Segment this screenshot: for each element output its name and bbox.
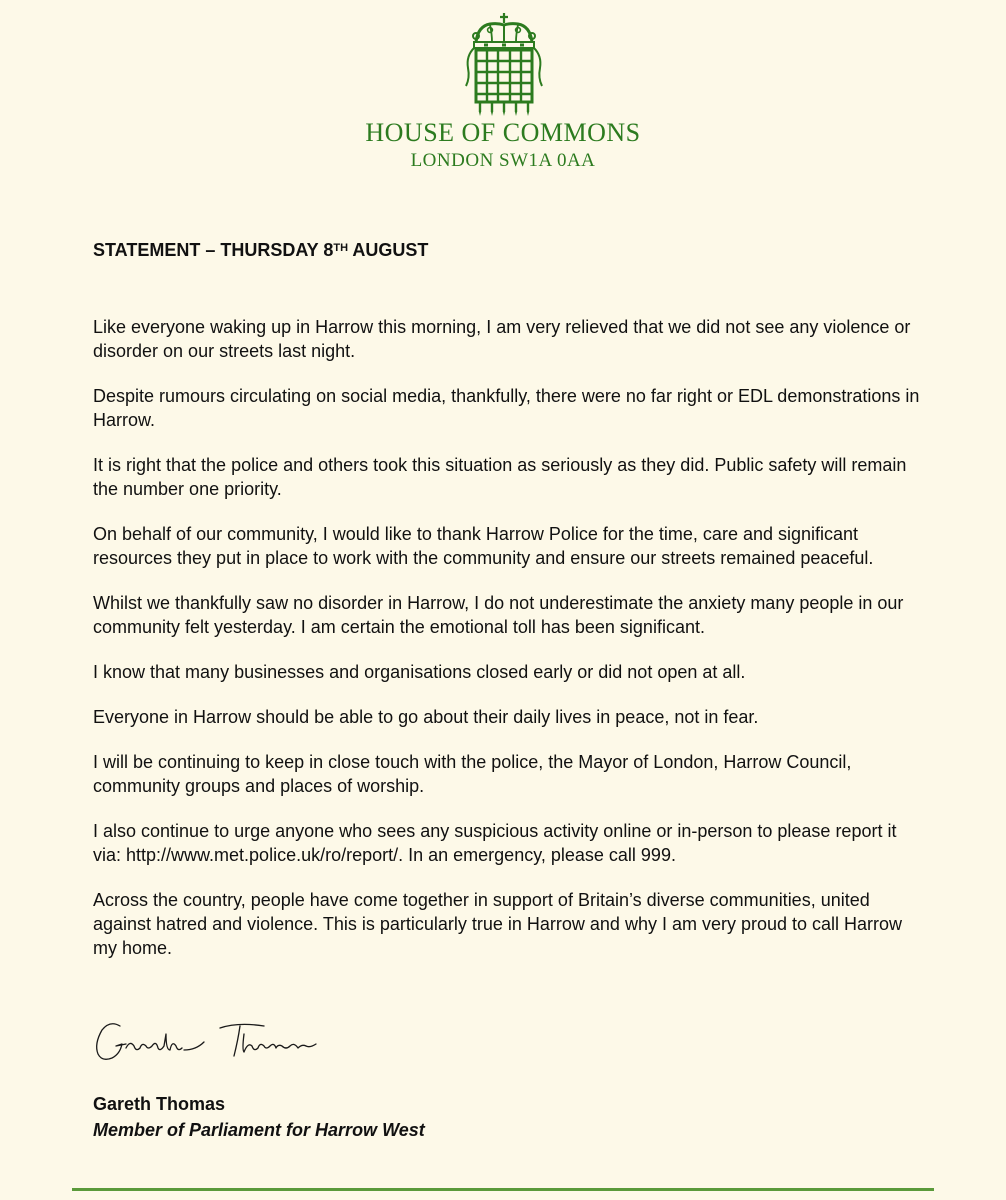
portcullis-icon — [462, 12, 546, 116]
signatory-role: Member of Parliament for Harrow West — [93, 1120, 425, 1140]
statement-title — [93, 240, 428, 261]
house-address: LONDON SW1A 0AA — [410, 150, 596, 171]
paragraph: I also continue to urge anyone who sees any suspicious activity online or in-person to please report it via: http://www.met.police.uk/ro/report/. In an emergency, please call 999. — [93, 821, 897, 865]
statement-title-main: STATEMENT – THURSDAY 8 — [93, 240, 334, 260]
paragraph: Like everyone waking up in Harrow this morning, I am very relieved that we did not see any violence or disorder on our streets last night. — [93, 317, 911, 361]
paragraph: It is right that the police and others took this situation as seriously as they did. Public safety will remain the number one priority. — [93, 455, 907, 499]
statement-title-suffix: TH — [333, 242, 349, 254]
paragraph: I know that many businesses and organisations closed early or did not open at all. — [93, 662, 746, 682]
paragraph: I will be continuing to keep in close touch with the police, the Mayor of London, Harrow Council, community groups and places of worship. — [93, 752, 852, 796]
paragraph: On behalf of our community, I would like to thank Harrow Police for the time, care and significant resources they put in place to work with the community and ensure our streets remained peaceful. — [93, 524, 874, 568]
statement-title-end: AUGUST — [348, 240, 429, 260]
statement-body — [93, 315, 923, 981]
paragraph: Whilst we thankfully saw no disorder in Harrow, I do not underestimate the anxiety many people in our community felt yesterday. I am certain the emotional toll has been significant. — [93, 593, 904, 637]
signatory-name: Gareth Thomas — [93, 1094, 226, 1114]
handwritten-signature — [92, 1010, 332, 1070]
house-name: HOUSE OF COMMONS — [365, 118, 641, 147]
paragraph: Across the country, people have come together in support of Britain’s diverse communities, united against hatred and violence. This is particularly true in Harrow and why I am very proud to call Harrow my home. — [93, 890, 903, 958]
paragraph: Despite rumours circulating on social media, thankfully, there were no far right or EDL demonstrations in Harrow. — [93, 386, 920, 430]
paragraph: Everyone in Harrow should be able to go about their daily lives in peace, not in fear. — [93, 707, 759, 727]
footer-divider — [72, 1188, 934, 1191]
